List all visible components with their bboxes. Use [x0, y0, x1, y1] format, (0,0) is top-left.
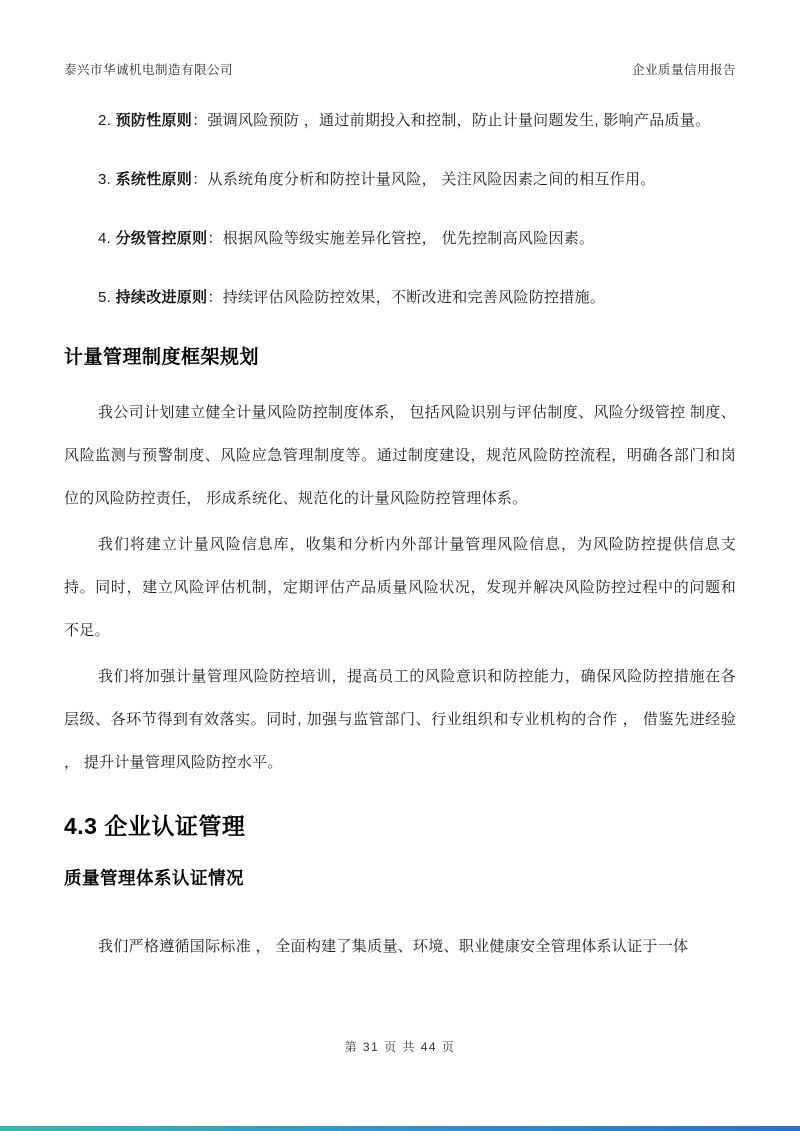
certification-paragraph: 我们严格遵循国际标准 ， 全面构建了集质量、环境、职业健康安全管理体系认证于一体: [98, 938, 689, 955]
header-company-name: 泰兴市华诚机电制造有限公司: [64, 63, 234, 77]
page-header: [0, 0, 800, 78]
list-item-continuous-improvement: [64, 276, 736, 319]
list-item-text: ：根据风险等级实施差异化管控， 优先控制高风险因素。: [207, 230, 595, 247]
list-item-text: ：从系统角度分析和防控计量风险， 关注风险因素之间的相互作用。: [192, 171, 656, 188]
page-number-footer: 第 31 页 共 44 页: [344, 1040, 456, 1054]
list-item-number: 2.: [98, 112, 112, 129]
list-item-systematic: [64, 158, 736, 201]
header-report-title: 企业质量信用报告: [631, 63, 736, 77]
list-item-label: 持续改进原则: [115, 289, 208, 306]
list-item-number: 4.: [98, 230, 112, 247]
sub-heading-qms-certification: 质量管理体系认证情况: [64, 868, 244, 888]
bottom-accent-bar: [0, 1126, 800, 1131]
chapter-heading-certification: 4.3 企业认证管理: [64, 813, 246, 839]
list-item-number: 3.: [98, 171, 112, 188]
list-item-number: 5.: [98, 289, 112, 306]
section-heading-framework: 计量管理制度框架规划: [64, 347, 260, 368]
list-item-label: 分级管控原则: [115, 230, 208, 247]
page-content: [0, 99, 800, 968]
list-item-text: ：持续评估风险防控效果，不断改进和完善风险防控措施。: [207, 289, 606, 306]
list-item-text: ：强调风险预防 ，通过前期投入和控制，防止计量问题发生, 影响产品质量。: [192, 112, 711, 129]
principles-list: [64, 99, 736, 319]
list-item-graded-control: [64, 217, 736, 260]
list-item-label: 系统性原则: [115, 171, 193, 188]
framework-paragraph-2: 我们将建立计量风险信息库，收集和分析内外部计量管理风险信息，为风险防控提供信息支持。同时，建立风险评估机制，定期评估产品质量风险状况，发现并解决风险防控过程中的问题和不足。: [64, 536, 736, 639]
list-item-label: 预防性原则: [115, 112, 193, 129]
framework-paragraph-1: 我公司计划建立健全计量风险防控制度体系， 包括风险识别与评估制度、风险分级管控 制度、风险监测与预警制度、风险应急管理制度等。通过制度建设，规范风险防控流程，明确各部门和岗位的风险防控责任， 形成系统化、规范化的计量风险防控管理体系。: [64, 404, 736, 507]
framework-paragraph-3: 我们将加强计量管理风险防控培训，提高员工的风险意识和防控能力，确保风险防控措施在各层级、各环节得到有效落实。同时, 加强与监管部门、行业组织和专业机构的合作 ， 借鉴先进经验 ， 提升计量管理风险防控水平。: [64, 668, 736, 771]
list-item-prevention: [64, 99, 736, 142]
